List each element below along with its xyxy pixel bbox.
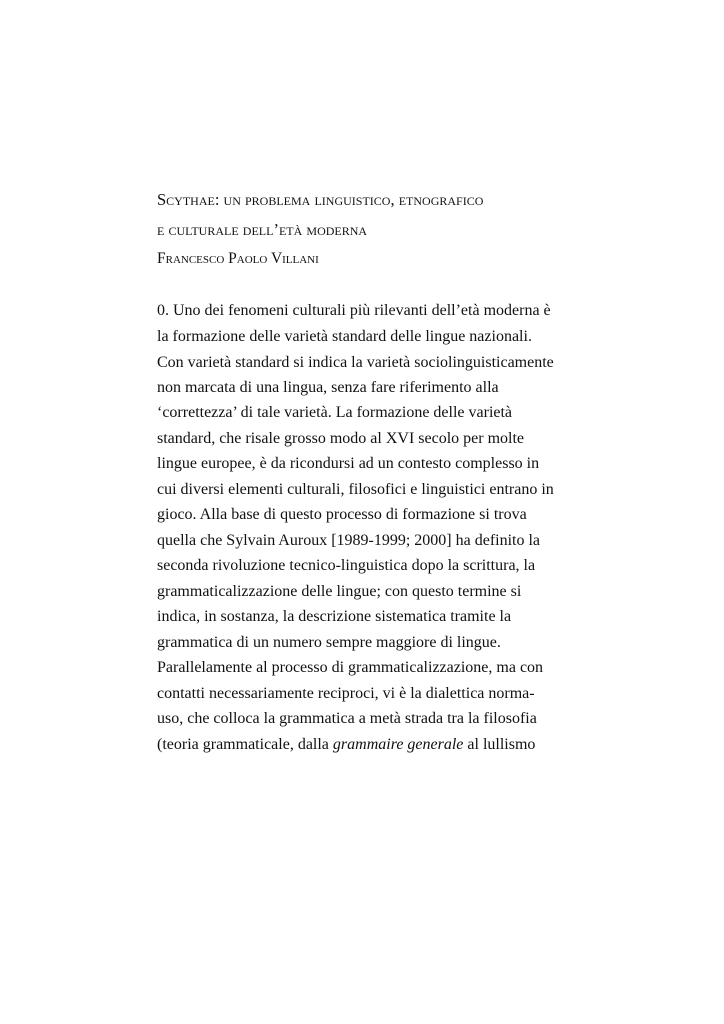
body-line: la formazione delle varietà standard delle lingue nazionali. (157, 328, 532, 345)
body-line-last (157, 735, 536, 755)
body-line: lingue europee, è da ricondursi ad un contesto complesso in (157, 455, 540, 472)
body-line: Parallelamente al processo di grammaticalizzazione, ma con (157, 659, 544, 676)
body-line: grammaticalizzazione delle lingue; con questo termine si (157, 583, 522, 600)
body-line-last-italic: grammaire generale (332, 736, 464, 753)
article-title-line-2: e culturale dell’età moderna (157, 220, 368, 239)
article-author: Francesco Paolo Villani (157, 250, 319, 267)
body-line: cui diversi elementi culturali, filosofici e linguistici entrano in (157, 481, 554, 498)
body-line: seconda rivoluzione tecnico-linguistica dopo la scrittura, la (157, 557, 536, 574)
body-line: non marcata di una lingua, senza fare riferimento alla (157, 379, 499, 396)
body-line: gioco. Alla base di questo processo di formazione si trova (157, 506, 527, 523)
body-line-last-pre: (teoria grammaticale, dalla (157, 736, 329, 753)
body-line: uso, che colloca la grammatica a metà strada tra la filosofia (157, 710, 537, 727)
body-line-last-post: al lullismo (467, 736, 536, 753)
body-line: Con varietà standard si indica la varietà sociolinguisticamente (157, 354, 554, 371)
body-line: quella che Sylvain Auroux [1989-1999; 2000] ha definito la (157, 532, 541, 549)
article-title-line-1: Scythae: un problema linguistico, etnografico (157, 190, 484, 209)
body-line: indica, in sostanza, la descrizione sistematica tramite la (157, 608, 512, 625)
body-line: ‘correttezza’ di tale varietà. La formazione delle varietà (157, 404, 513, 421)
body-line: 0. Uno dei fenomeni culturali più rilevanti dell’età moderna è (157, 302, 551, 319)
body-line: standard, che risale grosso modo al XVI secolo per molte (157, 430, 525, 447)
body-line: grammatica di un numero sempre maggiore di lingue. (157, 634, 501, 651)
body-line: contatti necessariamente reciproci, vi è la dialettica norma- (157, 685, 535, 702)
